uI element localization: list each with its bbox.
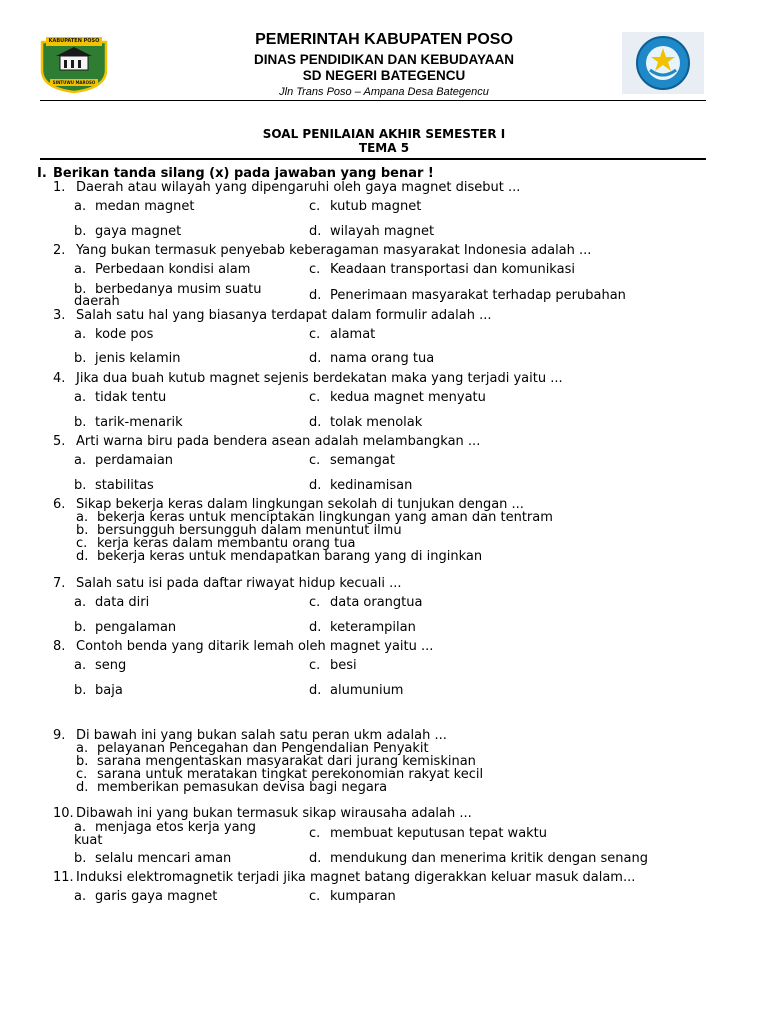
question-text: Arti warna biru pada bendera asean adalah melambangkan ... [76,434,481,449]
option-letter: d. [309,224,322,239]
option-letter: c. [309,327,321,342]
option-letter: a. [74,595,87,610]
question-number: 8. [53,639,66,654]
option-text: perdamaian [95,453,174,468]
option-text: kutub magnet [330,199,422,214]
option-text: pelayanan Pencegahan dan Pengendalian Penyakit [97,741,429,756]
option-letter: b. [74,683,87,698]
question-text: Salah satu isi pada daftar riwayat hidup kecuali ... [76,576,402,591]
option-letter: b. [74,351,87,366]
option-text: alamat [330,327,376,342]
option-text: kumparan [330,889,396,904]
option-letter: b. [76,754,89,769]
question-text: Yang bukan termasuk penyebab keberagaman masyarakat Indonesia adalah ... [76,243,592,258]
option-text: pengalaman [95,620,177,635]
option-text: alumunium [330,683,404,698]
option-text: tolak menolak [330,415,423,430]
option-letter: b. [74,415,87,430]
option-text: nama orang tua [330,351,435,366]
option-letter: b. [76,523,89,538]
option-text-cont: kuat [74,833,103,848]
header-divider-top [40,100,706,101]
question-text: Sikap bekerja keras dalam lingkungan sekolah di tunjukan dengan ... [76,497,524,512]
option-text: membuat keputusan tepat waktu [330,826,548,841]
option-text: sarana untuk meratakan tingkat perekonomian rakyat kecil [97,767,484,782]
option-letter: d. [309,620,322,635]
option-letter: c. [309,262,321,277]
option-letter: a. [74,390,87,405]
question-text: Contoh benda yang ditarik lemah oleh magnet yaitu ... [76,639,434,654]
option-letter: b. [74,478,87,493]
option-letter: d. [76,549,89,564]
option-letter: c. [76,767,88,782]
question-text: Jika dua buah kutub magnet sejenis berdekatan maka yang terjadi yaitu ... [76,371,563,386]
question-text: Salah satu hal yang biasanya terdapat dalam formulir adalah ... [76,308,492,323]
option-text: keterampilan [330,620,416,635]
option-text: besi [330,658,357,673]
option-letter: c. [309,390,321,405]
question-text: Di bawah ini yang bukan salah satu peran ukm adalah ... [76,728,447,743]
option-letter: c. [76,536,88,551]
option-letter: d. [309,478,322,493]
option-letter: a. [74,199,87,214]
question-number: 11. [53,870,74,885]
option-text: tarik-menarik [95,415,183,430]
question-number: 7. [53,576,66,591]
section-instruction: Berikan tanda silang (x) pada jawaban yang benar ! [53,166,434,181]
option-letter: b. [74,620,87,635]
question-text: Dibawah ini yang bukan termasuk sikap wirausaha adalah ... [76,806,472,821]
option-text: kedua magnet menyatu [330,390,486,405]
option-letter: c. [309,658,321,673]
option-letter: c. [309,595,321,610]
option-text: baja [95,683,123,698]
logo-text-top: KABUPATEN POSO [48,38,100,44]
question-text: Daerah atau wilayah yang dipengaruhi oleh gaya magnet disebut ... [76,180,521,195]
exam-subtitle: TEMA 5 [358,141,410,155]
option-letter: a. [74,262,87,277]
option-letter: a. [74,453,87,468]
option-text: medan magnet [95,199,195,214]
option-letter: a. [74,820,87,835]
question-number: 4. [53,371,66,386]
question-number: 10. [53,806,74,821]
option-text: data diri [95,595,150,610]
option-text-cont: daerah [74,294,120,309]
section-number: I. [37,166,47,181]
option-text: bekerja keras untuk menciptakan lingkungan yang aman dan tentram [97,510,553,525]
header-dept: DINAS PENDIDIKAN DAN KEBUDAYAAN [253,52,515,67]
question-number: 6. [53,497,66,512]
option-text: Penerimaan masyarakat terhadap perubahan [330,288,626,303]
option-letter: d. [309,683,322,698]
option-text: tidak tentu [95,390,167,405]
option-letter: a. [74,889,87,904]
option-text: berbedanya musim suatu [95,282,262,297]
option-text: seng [95,658,127,673]
option-letter: c. [309,199,321,214]
option-text: gaya magnet [95,224,182,239]
exam-title: SOAL PENILAIAN AKHIR SEMESTER I [262,127,506,141]
option-letter: d. [309,851,322,866]
option-text: data orangtua [330,595,423,610]
option-text: selalu mencari aman [95,851,232,866]
header-gov: PEMERINTAH KABUPATEN POSO [255,31,513,48]
logo-text-bottom: SINTUWU MAROSO [52,80,96,85]
option-letter: c. [309,826,321,841]
option-letter: c. [309,453,321,468]
option-letter: d. [76,780,89,795]
option-text: bersungguh bersungguh dalam menuntut ilmu [97,523,402,538]
option-text: Perbedaan kondisi alam [95,262,251,277]
option-letter: d. [309,288,322,303]
option-letter: a. [76,741,89,756]
option-text: menjaga etos kerja yang [95,820,257,835]
option-letter: a. [76,510,89,525]
question-text: Induksi elektromagnetik terjadi jika magnet batang digerakkan keluar masuk dalam... [76,870,636,885]
option-text: memberikan pemasukan devisa bagi negara [97,780,388,795]
option-text: kedinamisan [330,478,413,493]
option-text: jenis kelamin [95,351,181,366]
option-text: kode pos [95,327,154,342]
header-school: SD NEGERI BATEGENCU [302,68,466,83]
option-text: sarana mengentaskan masyarakat dari jurang kemiskinan [97,754,476,769]
question-number: 1. [53,180,66,195]
option-text: stabilitas [95,478,154,493]
option-letter: a. [74,327,87,342]
option-text: bekerja keras untuk mendapatkan barang yang di inginkan [97,549,483,564]
option-letter: b. [74,224,87,239]
option-text: garis gaya magnet [95,889,218,904]
option-text: wilayah magnet [330,224,435,239]
option-letter: c. [309,889,321,904]
option-letter: d. [309,351,322,366]
option-letter: b. [74,851,87,866]
question-number: 9. [53,728,66,743]
question-number: 2. [53,243,66,258]
question-number: 5. [53,434,66,449]
header-address: Jln Trans Poso – Ampana Desa Bategencu [279,86,489,98]
header-divider-bottom [40,158,706,160]
option-text: semangat [330,453,395,468]
option-letter: d. [309,415,322,430]
option-letter: b. [74,282,87,297]
option-text: Keadaan transportasi dan komunikasi [330,262,575,277]
option-text: mendukung dan menerima kritik dengan senang [330,851,648,866]
option-letter: a. [74,658,87,673]
question-number: 3. [53,308,66,323]
option-text: kerja keras dalam membantu orang tua [97,536,356,551]
